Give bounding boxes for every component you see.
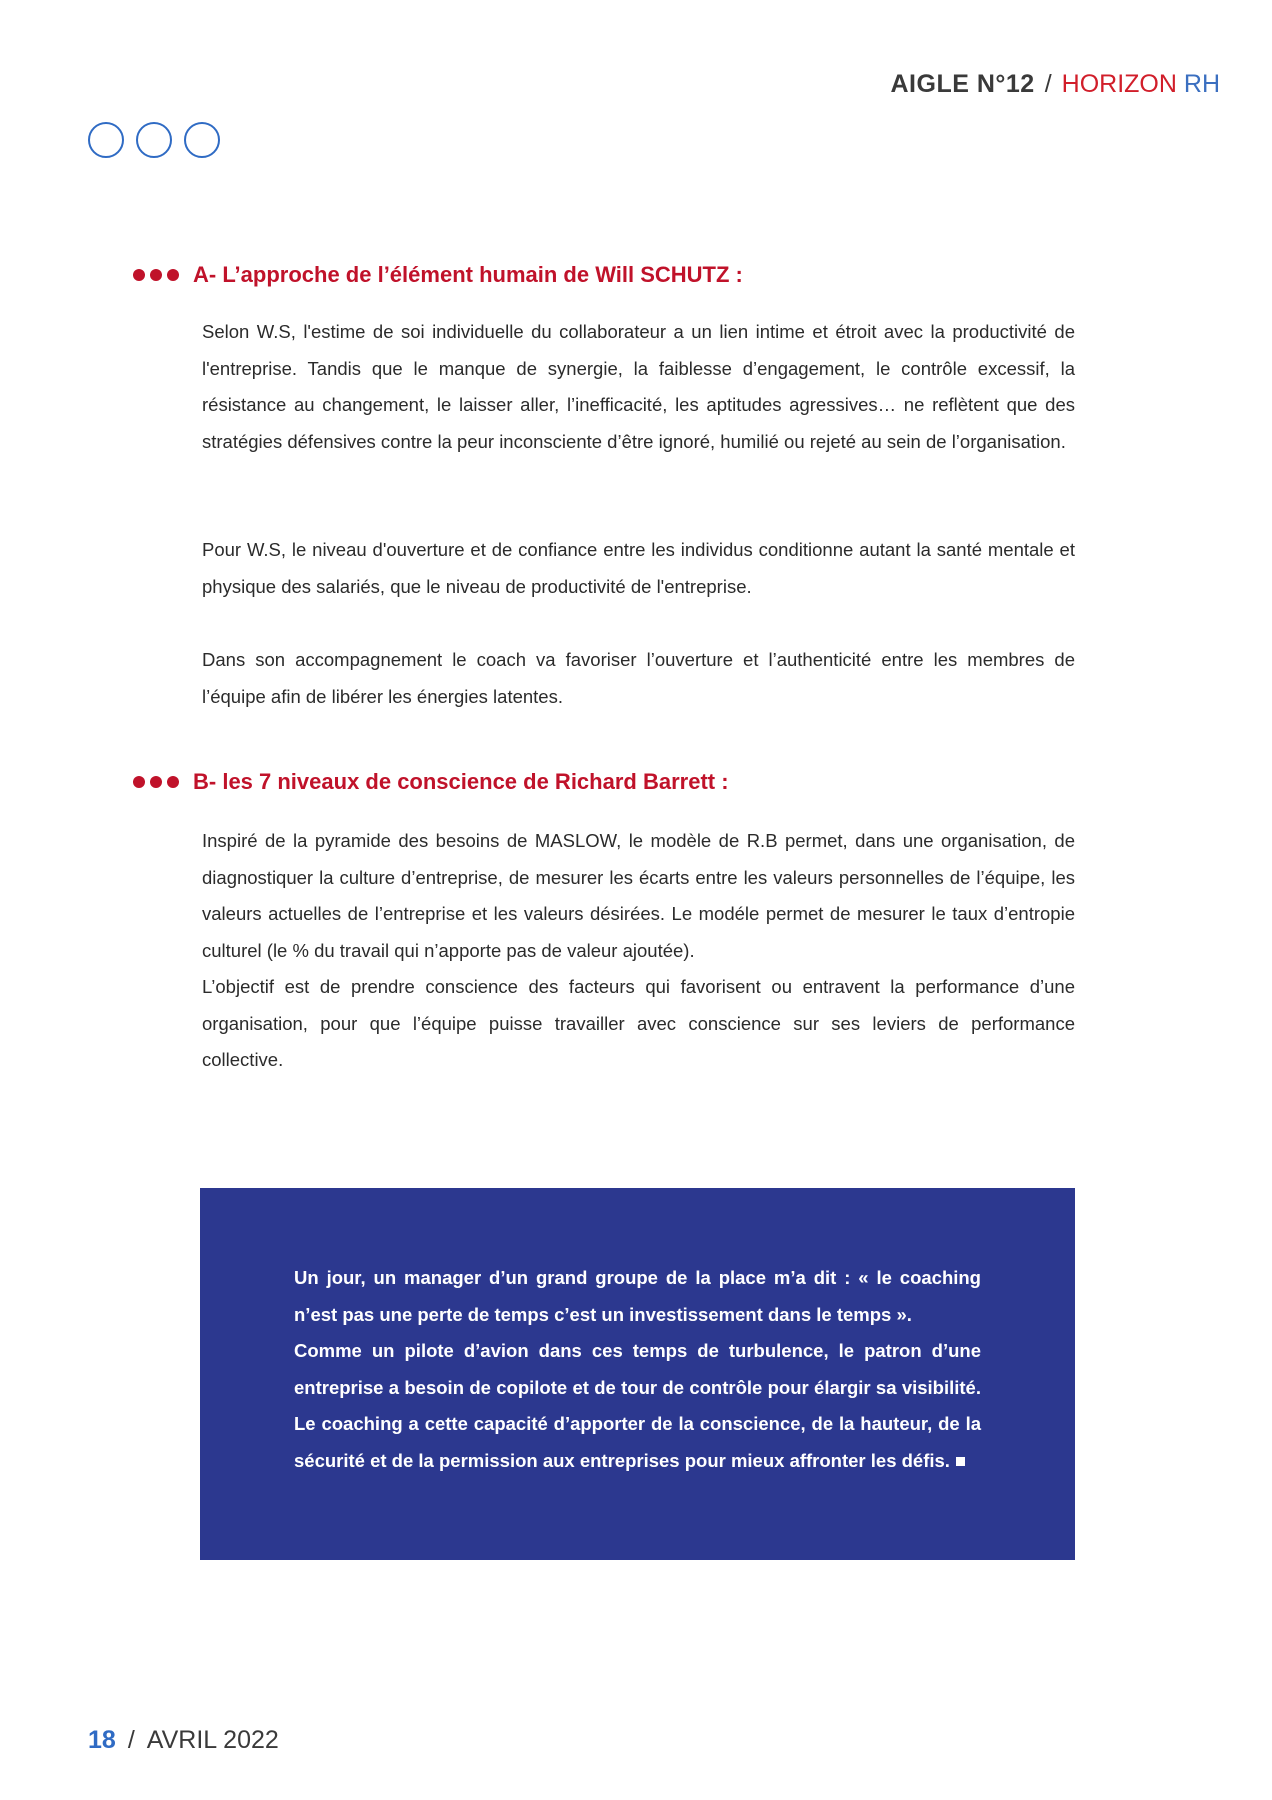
end-mark-icon (956, 1457, 965, 1466)
page-footer (88, 1726, 279, 1755)
section-a-paragraph-2: Pour W.S, le niveau d'ouverture et de confiance entre les individus conditionne autant la santé mentale et physique des salariés, que le niveau de productivité de l'entreprise. (202, 539, 1075, 597)
section-a-paragraph-3: Dans son accompagnement le coach va favoriser l’ouverture et l’authenticité entre les membres de l’équipe afin de libérer les énergies latentes. (202, 649, 1075, 707)
quote-paragraph-2 (294, 1333, 981, 1479)
section-a-title: A- L’approche de l’élément humain de Will SCHUTZ : (193, 262, 743, 287)
magazine-issue: AIGLE N°12 (890, 70, 1035, 98)
quote-paragraph-2-text: Comme un pilote d’avion dans ces temps de turbulence, le patron d’une entreprise a besoin de copilote et de tour de contrôle pour élargir sa visibilité. Le coaching a cette capacité d’apporter de la conscience, de la hauteur, de la sécurité et de la permission aux entreprises pour mieux affronter les défis. (294, 1340, 981, 1471)
quote-paragraph-1: Un jour, un manager d’un grand groupe de la place m’a dit : « le coaching n’est pas une perte de temps c’est un investissement dans le temps ». (294, 1267, 981, 1325)
header-separator: / (1044, 70, 1052, 98)
section-rh: RH (1183, 70, 1220, 98)
bullet-dots-icon (133, 776, 179, 788)
section-b-paragraph-1: Inspiré de la pyramide des besoins de MASLOW, le modèle de R.B permet, dans une organisation, de diagnostiquer la culture d’entreprise, de mesurer les écarts entre les valeurs personnelles de l’équipe, les valeurs actuelles de l’entreprise et les valeurs désirées. Le modéle permet de mesurer le taux d’entropie culturel (le % du travail qui n’apporte pas de valeur ajoutée). (202, 830, 1075, 961)
section-a-heading (133, 262, 743, 288)
quote-box (200, 1188, 1075, 1560)
section-b-heading (133, 769, 729, 795)
page-number: 18 (88, 1726, 116, 1754)
footer-separator: / (127, 1726, 135, 1754)
section-b-title: B- les 7 niveaux de conscience de Richard Barrett : (193, 769, 729, 794)
section-horizon: HORIZON (1061, 70, 1177, 98)
circle-icon (136, 122, 172, 158)
issue-date: AVRIL 2022 (146, 1726, 279, 1754)
bullet-dots-icon (133, 269, 179, 281)
page-header (891, 70, 1221, 99)
section-b-paragraph-2: L’objectif est de prendre conscience des facteurs qui favorisent ou entravent la performance d’une organisation, pour que l’équipe puisse travailler avec conscience sur ses leviers de performance collective. (202, 976, 1075, 1070)
section-a-paragraph-1: Selon W.S, l'estime de soi individuelle du collaborateur a un lien intime et étroit avec la productivité de l'entreprise. Tandis que le manque de synergie, la faiblesse d’engagement, le contrôle excessif, la résistance au changement, le laisser aller, l’inefficacité, les aptitudes agressives… ne reflètent que des stratégies défensives contre la peur inconsciente d’être ignoré, humilié ou rejeté au sein de l’organisation. (202, 321, 1075, 452)
circle-icon (184, 122, 220, 158)
circle-icon (88, 122, 124, 158)
decorative-circles (88, 122, 220, 158)
